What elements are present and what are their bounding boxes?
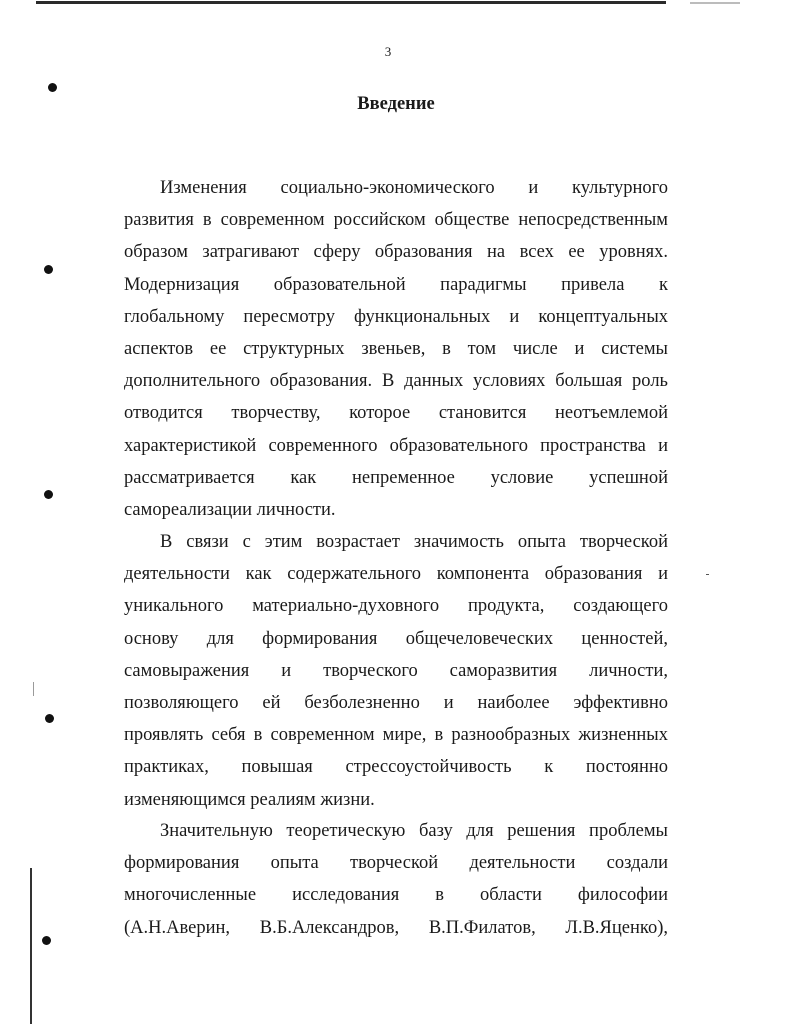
text-line: образом затрагивают сферу образования на всех ее уровнях. [124,242,668,263]
page-number: 3 [384,44,392,59]
scan-speck [706,574,709,575]
text-line: развития в современном российском обществе непосредственным [124,210,668,231]
text-line: проявлять себя в современном мире, в разнообразных жизненных [124,725,668,746]
text-line: Изменения социально-экономического и культурного [160,178,668,198]
text-line: уникального материально-духовного продукта, создающего [124,596,668,617]
text-line: Значительную теоретическую базу для решения проблемы [160,821,668,841]
binder-hole [44,265,53,274]
scan-left-edge [30,868,32,1024]
scan-top-rule [36,1,666,4]
section-heading: Введение [357,94,435,114]
text-line: позволяющего ей безболезненно и наиболее эффективно [124,692,668,713]
text-line: рассматривается как непременное условие успешной [124,467,668,488]
text-line: деятельности как содержательного компонента образования и [124,564,668,585]
text-line: дополнительного образования. В данных условиях большая роль [124,371,668,392]
text-line: глобальному пересмотру функциональных и концептуальных [124,306,668,327]
binder-hole [44,490,53,499]
text-line: отводится творчеству, которое становится неотъемлемой [124,403,668,424]
text-line: (А.Н.Аверин, В.Б.Александров, В.П.Филатов, Л.В.Яценко), [124,917,668,938]
paragraph-2 [124,526,668,816]
text-line: аспектов ее структурных звеньев, в том числе и системы [124,338,668,359]
text-line: В связи с этим возрастает значимость опыта творческой [160,532,668,552]
binder-hole [48,83,57,92]
text-line: самореализации личности. [124,499,336,520]
binder-hole [45,714,54,723]
text-line: характеристикой современного образовательного пространства и [124,435,668,456]
paragraph-1 [124,172,668,526]
text-line: многочисленные исследования в области философии [124,885,668,906]
paragraph-3 [124,815,668,944]
text-line: практиках, повышая стрессоустойчивость к постоянно [124,757,668,778]
text-line: самовыражения и творческого саморазвития личности, [124,660,668,681]
scan-speck [33,682,34,696]
text-line: изменяющимся реалиям жизни. [124,789,375,810]
scan-top-rule-faint [690,2,740,4]
text-line: основу для формирования общечеловеческих ценностей, [124,628,668,649]
text-line: Модернизация образовательной парадигмы привела к [124,274,668,295]
text-line: формирования опыта творческой деятельности создали [124,853,668,874]
binder-hole [42,936,51,945]
